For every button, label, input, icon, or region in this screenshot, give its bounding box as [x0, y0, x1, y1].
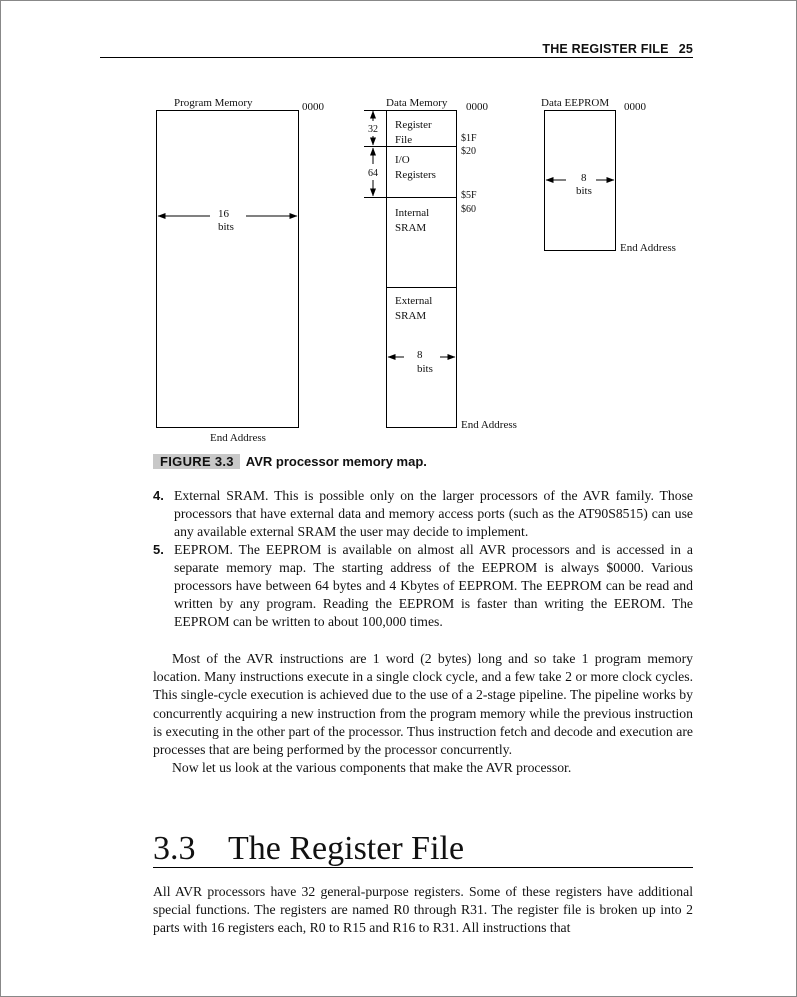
- page-number: 25: [678, 42, 693, 56]
- figure-arrows: [0, 0, 797, 460]
- paragraph: Now let us look at the various components that make the AVR processor.: [172, 760, 572, 776]
- internal-sram-label-1: Internal: [395, 207, 430, 219]
- section-body: [153, 883, 693, 938]
- register-file-label-2: File: [395, 134, 413, 146]
- eeprom-width-number: 8: [581, 172, 587, 184]
- paragraph: Most of the AVR instructions are 1 word (2 bytes) long and so take 1 program memory location. Many instructions execute in a single clock cycle, and a few take 2 or more clock cycles. This single-cycle execution is achieved due to the use of a 2-stage pipeline. The pipeline works by concurrently acquiring a new instruction from the program memory while the previous instruction is executing in the other part of the processor. Thus instruction fetch and decode and execution are processes that are being performed by the processor concurrently.: [153, 651, 693, 758]
- list-item-number: 5.: [153, 542, 164, 557]
- io-registers-size: 64: [368, 168, 378, 179]
- data-memory-start: 0000: [466, 101, 488, 113]
- list-item-text: EEPROM. The EEPROM is available on almost all AVR processors and is accessed in a separate memory map. The starting address of the EEPROM is always $0000. Various processors have between 64 bytes and 4 Kbytes of EEPROM. The EEPROM can be read and written by any program. Reading the EEPROM is faster than writing the EEROM. The EEPROM can be written to about 100,000 times.: [174, 542, 693, 629]
- paragraph: All AVR processors have 32 general-purpose registers. Some of these registers have additional special functions. The registers are named R0 through R31. The register file is broken up into 2 parts with 16 registers each, R0 to R15 and R16 to R31. All instructions that: [153, 884, 693, 936]
- program-memory-width-unit: bits: [218, 221, 234, 233]
- program-memory-title: Program Memory: [174, 97, 253, 109]
- program-memory-start: 0000: [302, 101, 324, 113]
- list-item: [153, 487, 693, 541]
- list-item: [153, 541, 693, 631]
- section-number: 3.3: [153, 830, 196, 867]
- memory-map-figure: [0, 0, 797, 460]
- data-memory-width-number: 8: [417, 349, 423, 361]
- io-label-1: I/O: [395, 154, 410, 166]
- address-1f: $1F: [461, 133, 477, 144]
- external-sram-label-2: SRAM: [395, 310, 427, 322]
- address-20: $20: [461, 146, 476, 157]
- address-5f: $5F: [461, 190, 477, 201]
- running-head-title: THE REGISTER FILE: [542, 42, 669, 56]
- figure-caption: [153, 454, 427, 470]
- register-file-size: 32: [368, 124, 378, 135]
- address-60: $60: [461, 204, 476, 215]
- eeprom-end: End Address: [620, 242, 676, 254]
- eeprom-width-unit: bits: [576, 185, 592, 197]
- program-memory-width-number: 16: [218, 208, 229, 220]
- section-heading: [153, 831, 693, 868]
- external-sram-label-1: External: [395, 295, 433, 307]
- data-memory-end: End Address: [461, 419, 517, 431]
- data-memory-width-unit: bits: [417, 363, 433, 375]
- list-item-text: External SRAM. This is possible only on the larger processors of the AVR family. Those processors that have external data and memory access ports (such as the AT90S8515) can use any available external SRAM the user may decide to implement.: [174, 488, 693, 539]
- list-item-number: 4.: [153, 488, 164, 503]
- io-label-2: Registers: [395, 169, 436, 181]
- figure-caption-text: AVR processor memory map.: [245, 454, 427, 469]
- eeprom-title: Data EEPROM: [541, 97, 610, 109]
- eeprom-start: 0000: [624, 101, 646, 113]
- program-memory-end: End Address: [210, 432, 266, 444]
- body-text: [153, 650, 693, 777]
- section-title: The Register File: [228, 830, 465, 867]
- numbered-list: [153, 487, 693, 631]
- internal-sram-label-2: SRAM: [395, 222, 427, 234]
- register-file-label-1: Register: [395, 119, 432, 131]
- figure-label: FIGURE 3.3: [153, 454, 240, 469]
- data-memory-title: Data Memory: [386, 97, 448, 109]
